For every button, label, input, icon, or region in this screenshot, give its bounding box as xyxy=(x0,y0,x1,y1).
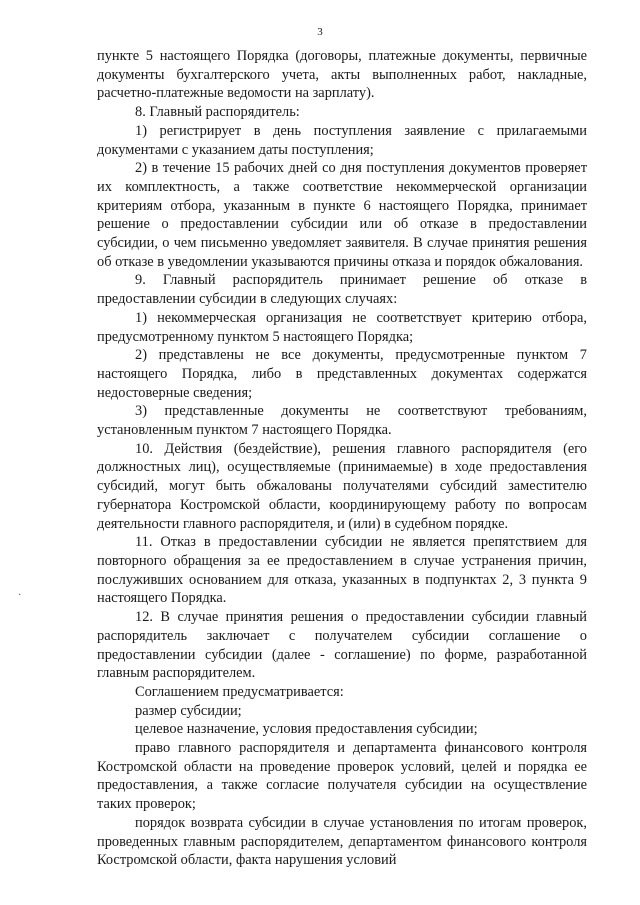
paragraph-agreement-purpose: целевое назначение, условия предоставления субсидии; xyxy=(135,721,478,738)
document-body xyxy=(97,47,587,870)
paragraph-agreement-intro: Соглашением предусматривается: xyxy=(135,683,344,700)
paragraph-item-9-1: 1) некоммерческая организация не соответствует критерию отбора, предусмотренному пунктом 5 настоящего Порядка; xyxy=(97,309,587,345)
paragraph-item-8-2: 2) в течение 15 рабочих дней со дня поступления документов проверяет их комплектность, а также соответствие некоммерческой организации критериям отбора, указанным в пункте 6 настоящего Порядка, принимает решение о предоставлении субсидии или об отказе в предоставлении субсидии, о чем письменно уведомляет заявителя. В случае принятия решения об отказе в уведомлении указываются причины отказа и порядок обжалования. xyxy=(97,160,587,270)
paragraph-agreement-return: порядок возврата субсидии в случае установления по итогам проверок, проведенных главным распорядителем, департаментом финансового контроля Костромской области, факта нарушения условий xyxy=(97,814,587,869)
paragraph-item-9: 9. Главный распорядитель принимает решение об отказе в предоставлении субсидии в следующих случаях: xyxy=(97,272,587,308)
paragraph-item-10: 10. Действия (бездействие), решения главного распорядителя (его должностных лиц), осуществляемые (принимаемые) в ходе предоставления субсидий, могут быть обжалованы получателями субсидий заместителю губернатора Костромской области, координирующему работу по вопросам деятельности главного распорядителя, и (или) в судебном порядке. xyxy=(97,440,587,532)
paragraph-continuation: пункте 5 настоящего Порядка (договоры, платежные документы, первичные документы бухгалтерского учета, акты выполненных работ, накладные, расчетно-платежные ведомости на зарплату). xyxy=(97,48,587,102)
paragraph-agreement-size: размер субсидии; xyxy=(135,702,242,719)
margin-mark: · xyxy=(18,590,22,601)
page-number: 3 xyxy=(317,26,323,38)
paragraph-item-9-2: 2) представлены не все документы, предусмотренные пунктом 7 настоящего Порядка, либо в представленных документах содержатся недостоверные сведения; xyxy=(97,347,587,401)
paragraph-item-11: 11. Отказ в предоставлении субсидии не является препятствием для повторного обращения за ее предоставлением в случае устранения причин, послуживших основанием для отказа, указанных в подпунктах 2, 3 пункта 9 настоящего Порядка. xyxy=(97,534,587,607)
paragraph-item-12: 12. В случае принятия решения о предоставлении субсидии главный распорядитель заключает с получателем субсидии соглашение о предоставлении субсидии (далее - соглашение) по форме, разработанной главным распорядителем. xyxy=(97,609,587,682)
paragraph-item-9-3: 3) представленные документы не соответствуют требованиям, установленным пунктом 7 настоящего Порядка. xyxy=(97,403,587,439)
paragraph-item-8-1: 1) регистрирует в день поступления заявление с прилагаемыми документами с указанием даты поступления; xyxy=(97,122,587,158)
paragraph-item-8-heading: 8. Главный распорядитель: xyxy=(135,104,300,121)
paragraph-agreement-inspections: право главного распорядителя и департамента финансового контроля Костромской области на проведение проверок условий, целей и порядка ее предоставления, а также согласие получателя субсидии на осуществление таких проверок; xyxy=(97,740,587,813)
